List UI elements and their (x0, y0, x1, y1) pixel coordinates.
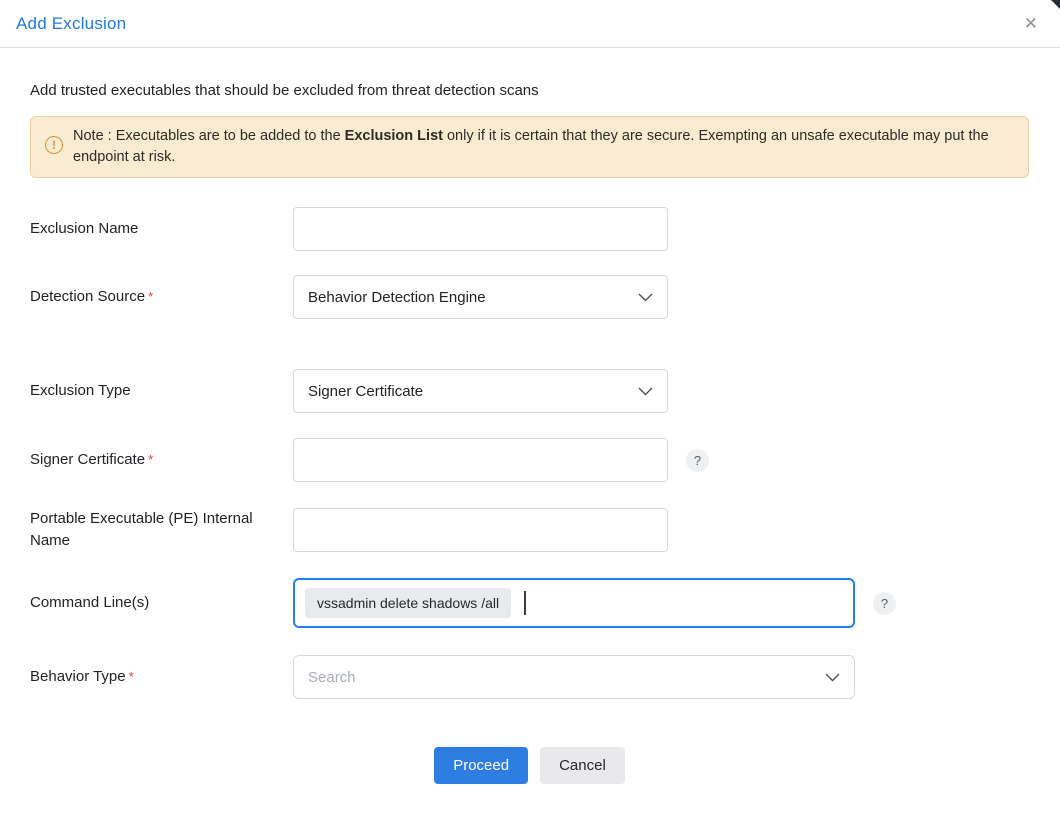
command-chip[interactable]: vssadmin delete shadows /all (305, 588, 511, 618)
note-text-bold: Exclusion List (344, 128, 443, 144)
behavior-type-label: Behavior Type * (30, 668, 134, 685)
proceed-button[interactable]: Proceed (434, 747, 528, 784)
field-row-exclusion-name (30, 207, 1029, 251)
note-text-suffix: only if it is certain that they are secure. Exempting an unsafe executable may put the endpoint at risk. (73, 128, 989, 165)
required-asterisk: * (128, 669, 134, 684)
exclusion-type-value: Signer Certificate (308, 382, 424, 400)
detection-source-value: Behavior Detection Engine (308, 288, 486, 306)
close-icon[interactable]: ✕ (1020, 11, 1042, 36)
field-row-command-lines (30, 578, 1029, 628)
note-text (73, 126, 1014, 168)
command-lines-input[interactable] (293, 578, 855, 628)
signer-certificate-label: Signer Certificate * (30, 451, 154, 468)
chevron-down-icon (825, 673, 840, 682)
field-row-detection-source (30, 275, 1029, 319)
detection-source-select[interactable] (293, 275, 668, 319)
exclusion-name-input[interactable] (293, 207, 668, 251)
pe-internal-name-input[interactable] (293, 508, 668, 552)
command-lines-label: Command Line(s) (30, 594, 150, 611)
intro-text: Add trusted executables that should be excluded from threat detection scans (30, 82, 539, 99)
signer-certificate-input[interactable] (293, 438, 668, 482)
behavior-type-select[interactable] (293, 655, 855, 699)
corner-artifact (1051, 0, 1060, 9)
note-banner (30, 116, 1029, 178)
field-row-exclusion-type (30, 369, 1029, 413)
exclusion-name-label: Exclusion Name (30, 220, 139, 237)
cancel-button[interactable]: Cancel (540, 747, 625, 784)
field-row-signer-certificate (30, 438, 1029, 482)
dialog-header (0, 0, 1060, 48)
behavior-type-placeholder: Search (308, 668, 356, 686)
field-row-behavior-type (30, 655, 1029, 699)
dialog-body (0, 82, 1060, 784)
warning-icon: ! (45, 136, 63, 154)
dialog-title: Add Exclusion (16, 13, 127, 33)
field-row-pe-internal-name (30, 508, 1029, 552)
help-icon[interactable]: ? (686, 449, 709, 472)
pe-internal-name-label: Portable Executable (PE) Internal Name (30, 510, 253, 549)
help-icon[interactable]: ? (873, 592, 896, 615)
exclusion-type-label: Exclusion Type (30, 382, 131, 399)
required-asterisk: * (148, 289, 154, 304)
chevron-down-icon (638, 387, 653, 396)
note-text-prefix: Note : Executables are to be added to the (73, 128, 345, 144)
exclusion-type-select[interactable] (293, 369, 668, 413)
detection-source-label: Detection Source * (30, 288, 154, 305)
chevron-down-icon (638, 293, 653, 302)
dialog-footer (30, 747, 1029, 784)
required-asterisk: * (148, 452, 154, 467)
text-caret (524, 591, 526, 615)
